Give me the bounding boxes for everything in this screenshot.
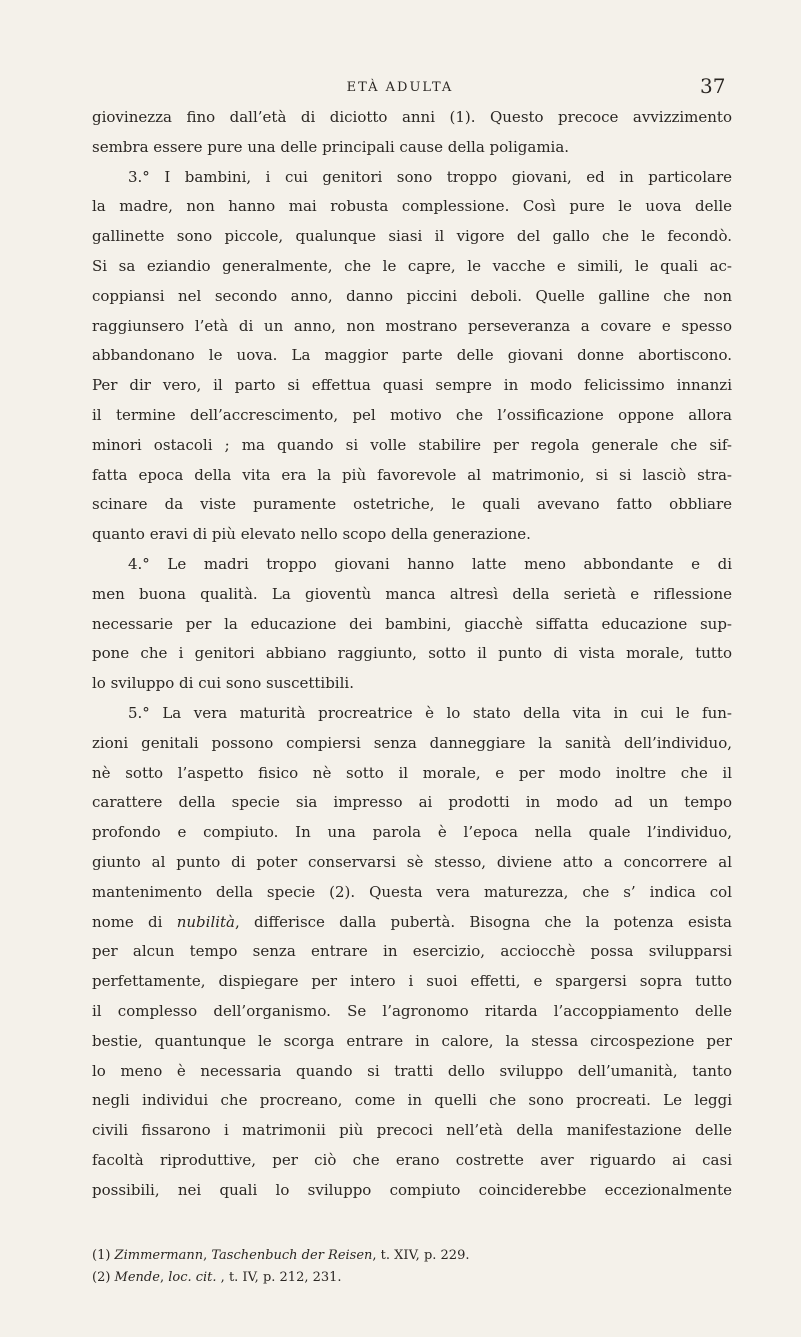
footnote-reference: , t. XIV, p. 229. [372, 1248, 470, 1263]
footnote-author: Zimmermann [114, 1248, 204, 1263]
text-line: profondo e compiuto. In una parola è l’epoca nella quale l’individuo, [92, 823, 732, 842]
text-line: sembra essere pure una delle principali cause della poligamia. [92, 137, 570, 156]
text-line: la madre, non hanno mai robusta complessione. Così pure le uova delle [92, 197, 732, 216]
text-line: il complesso dell’organismo. Se l’agronomo ritarda l’accoppiamento delle [92, 1001, 732, 1020]
text-line: scinare da viste puramente ostetriche, le quali avevano fatto obbliare [92, 495, 732, 514]
text-line: necessarie per la educazione dei bambini, giacchè siffatta educazione sup- [92, 614, 732, 633]
text-line: fatta epoca della vita era la più favorevole al matrimonio, si si lasciò stra- [92, 465, 732, 484]
text-line: giovinezza fino dall’età di diciotto anni (1). Questo precoce avvizzimento [92, 108, 732, 126]
text-line: gallinette sono piccole, qualunque siasi il vigore del gallo che le fecondò. [92, 227, 732, 246]
footnotes [92, 1245, 732, 1289]
footnote-title: loc. cit. [168, 1270, 217, 1285]
footnote [92, 1267, 732, 1289]
text-line: 4.° Le madri troppo giovani hanno latte meno abbondante e di [128, 554, 732, 573]
text-line: civili fissarono i matrimonii più precoci nell’età della manifestazione delle [92, 1121, 732, 1140]
text-line: abbandonano le uova. La maggior parte delle giovani donne abortiscono. [92, 346, 732, 365]
running-head: ETÀ ADULTA [346, 80, 454, 95]
footnote [92, 1245, 732, 1267]
text-line: lo meno è necessaria quando si tratti dello sviluppo dell’umanità, tanto [92, 1061, 732, 1080]
footnote-reference: , t. IV, p. 212, 231. [216, 1270, 342, 1285]
footnote-author: Mende [114, 1270, 160, 1285]
text-line [92, 908, 732, 938]
italic-term: nubilità [176, 912, 236, 931]
text-line: carattere della specie sia impresso ai prodotti in modo ad un tempo [92, 793, 732, 812]
text-line: giunto al punto di poter conservarsi sè stesso, diviene atto a concorrere al [92, 852, 732, 871]
text-line: pone che i genitori abbiano raggiunto, sotto il punto di vista morale, tutto [92, 644, 732, 663]
text-line: lo sviluppo di cui sono suscettibili. [92, 674, 354, 693]
text-line: 5.° La vera maturità procreatrice è lo stato della vita in cui le fun- [128, 703, 732, 722]
text-line: possibili, nei quali lo sviluppo compiuto coinciderebbe eccezionalmente [92, 1180, 732, 1199]
text-line: minori ostacoli ; ma quando si volle stabilire per regola generale che sif- [92, 435, 732, 454]
text-line: coppiansi nel secondo anno, danno piccini deboli. Quelle galline che non [92, 286, 732, 305]
body-text [92, 103, 732, 1205]
text-line: perfettamente, dispiegare per intero i suoi effetti, e spargersi sopra tutto [92, 972, 732, 991]
footnote-title: Taschenbuch der Reisen [211, 1248, 373, 1263]
text-line: mantenimento della specie (2). Questa vera maturezza, che s’ indica col [92, 882, 732, 901]
footnote-separator: , [159, 1270, 169, 1285]
footnote-number: (2) [92, 1270, 115, 1285]
text-line: negli individui che procreano, come in quelli che sono procreati. Le leggi [92, 1091, 732, 1110]
text-segment: nome di [92, 912, 177, 931]
text-line: raggiunsero l’età di un anno, non mostrano perseveranza a covare e spesso [92, 316, 732, 335]
text-line: zioni genitali possono compiersi senza danneggiare la sanità dell’individuo, [92, 733, 732, 752]
text-line: facoltà riproduttive, per ciò che erano costrette aver riguardo ai casi [92, 1150, 732, 1169]
page-number: 37 [700, 74, 726, 98]
text-line: Per dir vero, il parto si effettua quasi sempre in modo felicissimo innanzi [92, 376, 732, 395]
text-line: per alcun tempo senza entrare in esercizio, acciocchè possa svilupparsi [92, 942, 732, 961]
text-segment: , differisce dalla pubertà. Bisogna che la potenza esista [235, 912, 732, 931]
text-line: il termine dell’accrescimento, pel motivo che l’ossificazione oppone allora [92, 405, 732, 424]
text-line: 3.° I bambini, i cui genitori sono troppo giovani, ed in particolare [128, 167, 732, 186]
text-line: nè sotto l’aspetto fisico nè sotto il morale, e per modo inoltre che il [92, 763, 732, 782]
text-line: Si sa eziandio generalmente, che le capre, le vacche e simili, le quali ac- [92, 256, 732, 275]
text-line: quanto eravi di più elevato nello scopo della generazione. [92, 525, 531, 544]
footnote-separator: , [203, 1248, 212, 1263]
footnote-number: (1) [92, 1248, 115, 1263]
text-line: bestie, quantunque le scorga entrare in calore, la stessa circospezione per [92, 1031, 732, 1050]
text-line: men buona qualità. La gioventù manca altresì della serietà e riflessione [92, 584, 732, 603]
